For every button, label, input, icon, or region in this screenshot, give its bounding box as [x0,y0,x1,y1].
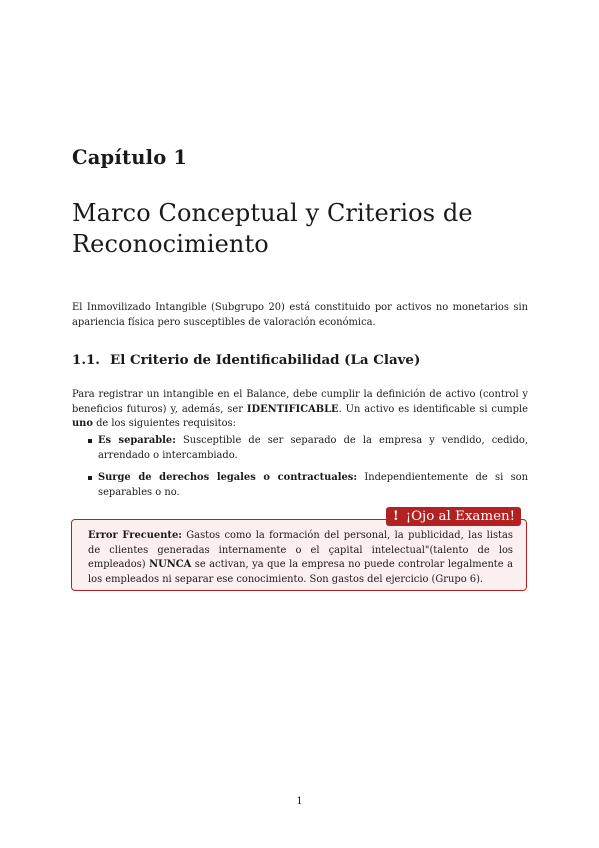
requirements-text-part2: . Un activo es identificable si cumple [338,403,528,415]
requirements-text-part3: de los siguientes requisitos: [92,418,236,429]
exam-warning-tag-label: ¡Ojo al Examen! [405,509,515,524]
requirements-text-part1: Para registrar un intangible en el Balance, debe cumplir la definición de activo (control y beneficios futuros) y, además, ser [72,389,528,415]
exam-warning-box [71,508,527,591]
exam-warning-term: Error Frecuente: [88,530,182,541]
chapter-title: Marco Conceptual y Criterios de Reconocimiento [72,199,473,258]
section-title: El Criterio de Identificabilidad (La Clave) [110,352,421,368]
exam-warning-text-part2: se activan, ya que la empresa no puede controlar legalmente a los empleados ni separar ese conocimiento. Son gastos del ejercicio (Grupo 6). [88,559,513,585]
exam-warning-text [88,529,513,587]
square-bullet-icon [88,476,92,480]
exam-warning-text-part1: Gastos como la formación del personal, la publicidad, las listas de clientes generadas internamente o el çapital intelectual"(talento de los empleados) [88,530,513,570]
list-item [72,471,528,500]
list-item-term: Surge de derechos legales o contractuales: [98,472,357,483]
exclamation-icon: ! [392,508,399,524]
intro-paragraph: El Inmovilizado Intangible (Subgrupo 20) está constituido por activos no monetarios sin apariencia física pero susceptibles de valoración económica. [72,302,528,328]
page-number: 1 [296,796,303,807]
chapter-label: Capítulo 1 [72,146,188,169]
list-item [72,434,528,463]
list-item-term: Es separable: [98,435,176,446]
list-item-text: Susceptible de ser separado de la empresa y vendido, cedido, arrendado o intercambiado. [98,435,528,461]
section-number: 1.1. [72,352,100,368]
section-heading [72,352,420,368]
exam-warning-tag [386,507,521,526]
square-bullet-icon [88,439,92,443]
exam-warning-emphasis: NUNCA [149,559,192,570]
requirements-emphasis-uno: uno [72,418,93,429]
requirements-intro [72,388,528,432]
requirements-emphasis-identificable: IDENTIFICABLE [246,403,339,415]
requirements-list [72,434,528,508]
list-item-text: Independientemente de si son separables o no. [98,472,528,498]
